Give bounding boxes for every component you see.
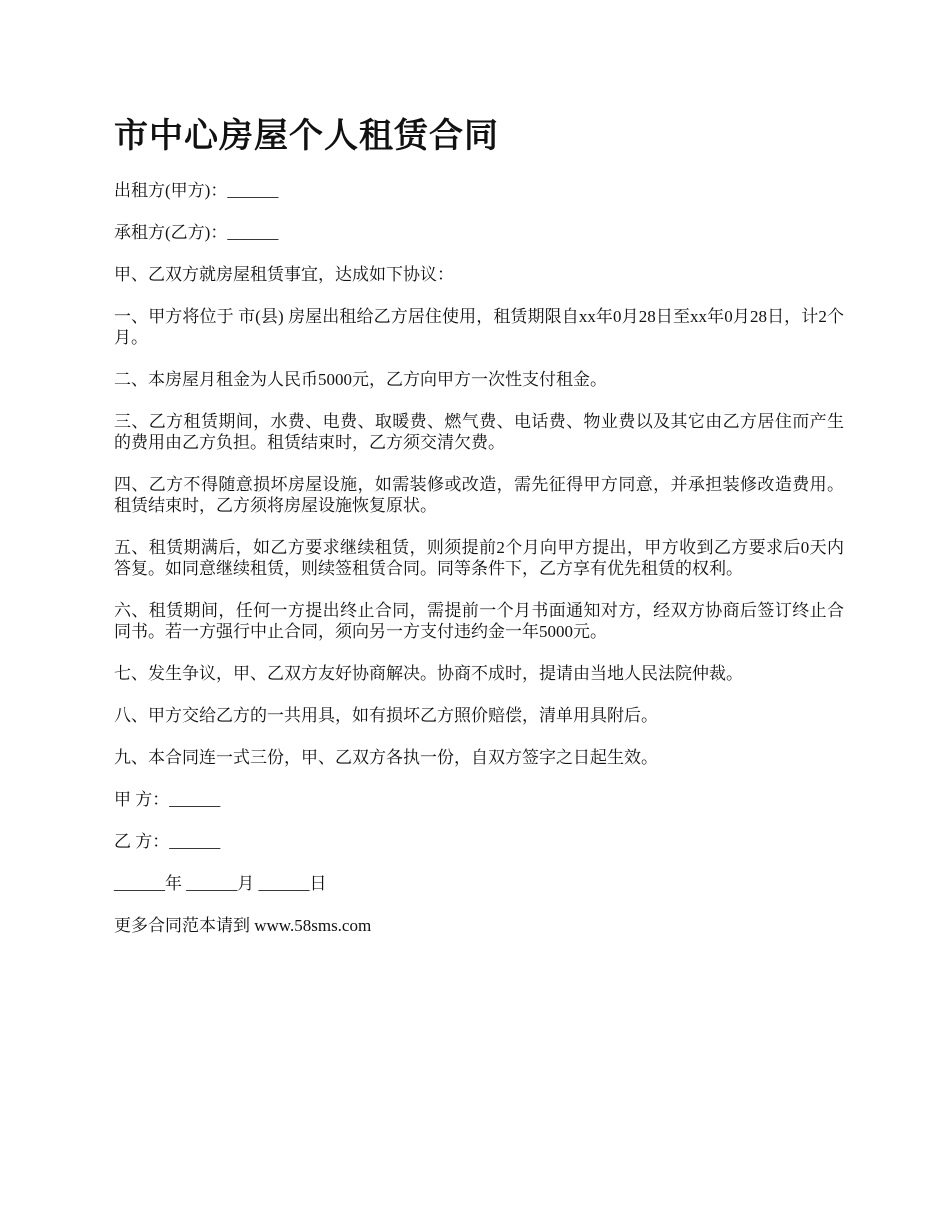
clause-2: 二、本房屋月租金为人民币5000元，乙方向甲方一次性支付租金。 (114, 370, 607, 389)
clause-9: 九、本合同连一式三份，甲、乙双方各执一份，自双方签字之日起生效。 (114, 748, 658, 767)
signature-party-b: 乙 方：______ (114, 832, 221, 851)
clause-5: 五、租赁期满后，如乙方要求继续租赁，则须提前2个月向甲方提出，甲方收到乙方要求后0天内答复。如同意继续租赁，则续签租赁合同。同等条件下，乙方享有优先租赁的权利。 (114, 538, 844, 578)
document-page (114, 112, 844, 957)
clause-8: 八、甲方交给乙方的一共用具，如有损坏乙方照价赔偿，清单用具附后。 (114, 706, 658, 725)
document-title: 市中心房屋个人租赁合同 (114, 116, 499, 156)
signing-date: ______年 ______月 ______日 (114, 874, 327, 893)
footer-note: 更多合同范本请到 www.58sms.com (114, 916, 372, 935)
agreement-intro: 甲、乙双方就房屋租赁事宜，达成如下协议： (114, 265, 454, 284)
clause-3: 三、乙方租赁期间，水费、电费、取暖费、燃气费、电话费、物业费以及其它由乙方居住而产生的费用由乙方负担。租赁结束时，乙方须交清欠费。 (114, 412, 844, 452)
party-a-line: 出租方(甲方)：______ (114, 181, 279, 200)
clause-6: 六、租赁期间，任何一方提出终止合同，需提前一个月书面通知对方，经双方协商后签订终止合同书。若一方强行中止合同，须向另一方支付违约金一年5000元。 (114, 601, 844, 641)
clause-4: 四、乙方不得随意损坏房屋设施，如需装修或改造，需先征得甲方同意，并承担装修改造费用。租赁结束时，乙方须将房屋设施恢复原状。 (114, 475, 844, 515)
clause-1: 一、甲方将位于 市(县) 房屋出租给乙方居住使用，租赁期限自xx年0月28日至xx年0月28日，计2个月。 (114, 307, 844, 347)
party-b-line: 承租方(乙方)：______ (114, 223, 279, 242)
clause-7: 七、发生争议，甲、乙双方友好协商解决。协商不成时，提请由当地人民法院仲裁。 (114, 664, 743, 683)
signature-party-a: 甲 方：______ (114, 790, 221, 809)
